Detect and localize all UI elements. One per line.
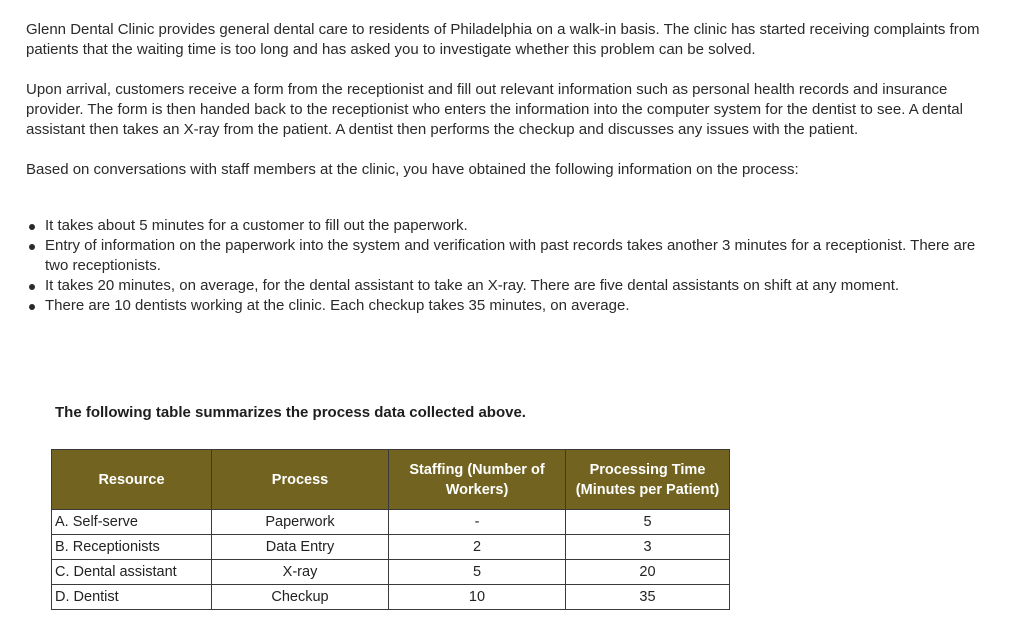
cell-resource: A. Self-serve — [52, 510, 212, 535]
cell-process: Data Entry — [212, 535, 389, 560]
cell-resource: C. Dental assistant — [52, 560, 212, 585]
process-info-list — [26, 216, 986, 316]
cell-staffing: 2 — [389, 535, 566, 560]
cell-resource: B. Receptionists — [52, 535, 212, 560]
header-staffing-line1: Staffing (Number of — [409, 461, 545, 478]
header-time-line2: (Minutes per Patient) — [575, 481, 720, 498]
table-row — [52, 535, 730, 560]
header-staffing-line2: Workers) — [445, 481, 509, 498]
cell-resource: D. Dentist — [52, 585, 212, 610]
header-processing-time — [566, 450, 730, 510]
cell-time: 3 — [566, 535, 730, 560]
lead-in-paragraph: Based on conversations with staff members at the clinic, you have obtained the following information on the process: — [26, 161, 799, 178]
list-item: It takes 20 minutes, on average, for the dental assistant to take an X-ray. There are five dental assistants on shift at any moment. — [45, 276, 986, 296]
header-process: Process — [212, 450, 389, 510]
table-heading: The following table summarizes the process data collected above. — [55, 404, 526, 421]
cell-time: 35 — [566, 585, 730, 610]
cell-staffing: - — [389, 510, 566, 535]
table-row — [52, 585, 730, 610]
cell-process: X-ray — [212, 560, 389, 585]
table-row — [52, 560, 730, 585]
header-time-line1: Processing Time — [589, 461, 706, 478]
table-row — [52, 510, 730, 535]
cell-time: 5 — [566, 510, 730, 535]
header-resource: Resource — [52, 450, 212, 510]
cell-process: Checkup — [212, 585, 389, 610]
list-item: It takes about 5 minutes for a customer to fill out the paperwork. — [45, 216, 986, 236]
process-description-paragraph: Upon arrival, customers receive a form from the receptionist and fill out relevant information such as personal health records and insurance provider. The form is then handed back to the receptionist who enters the information into the computer system for the dentist to see. A dental assistant then takes an X-ray from the patient. A dentist then performs the checkup and discusses any issues with the patient. — [26, 81, 963, 138]
list-item: There are 10 dentists working at the clinic. Each checkup takes 35 minutes, on average. — [45, 296, 986, 316]
process-data-table — [51, 449, 730, 610]
cell-staffing: 5 — [389, 560, 566, 585]
cell-staffing: 10 — [389, 585, 566, 610]
intro-paragraph: Glenn Dental Clinic provides general dental care to residents of Philadelphia on a walk-in basis. The clinic has started receiving complaints from patients that the waiting time is too long and has asked you to investigate whether this problem can be solved. — [26, 21, 980, 58]
list-item: Entry of information on the paperwork into the system and verification with past records takes another 3 minutes for a receptionist. There are two receptionists. — [45, 236, 986, 276]
header-staffing — [389, 450, 566, 510]
cell-time: 20 — [566, 560, 730, 585]
problem-text — [26, 20, 986, 316]
cell-process: Paperwork — [212, 510, 389, 535]
table-header-row — [52, 450, 730, 510]
